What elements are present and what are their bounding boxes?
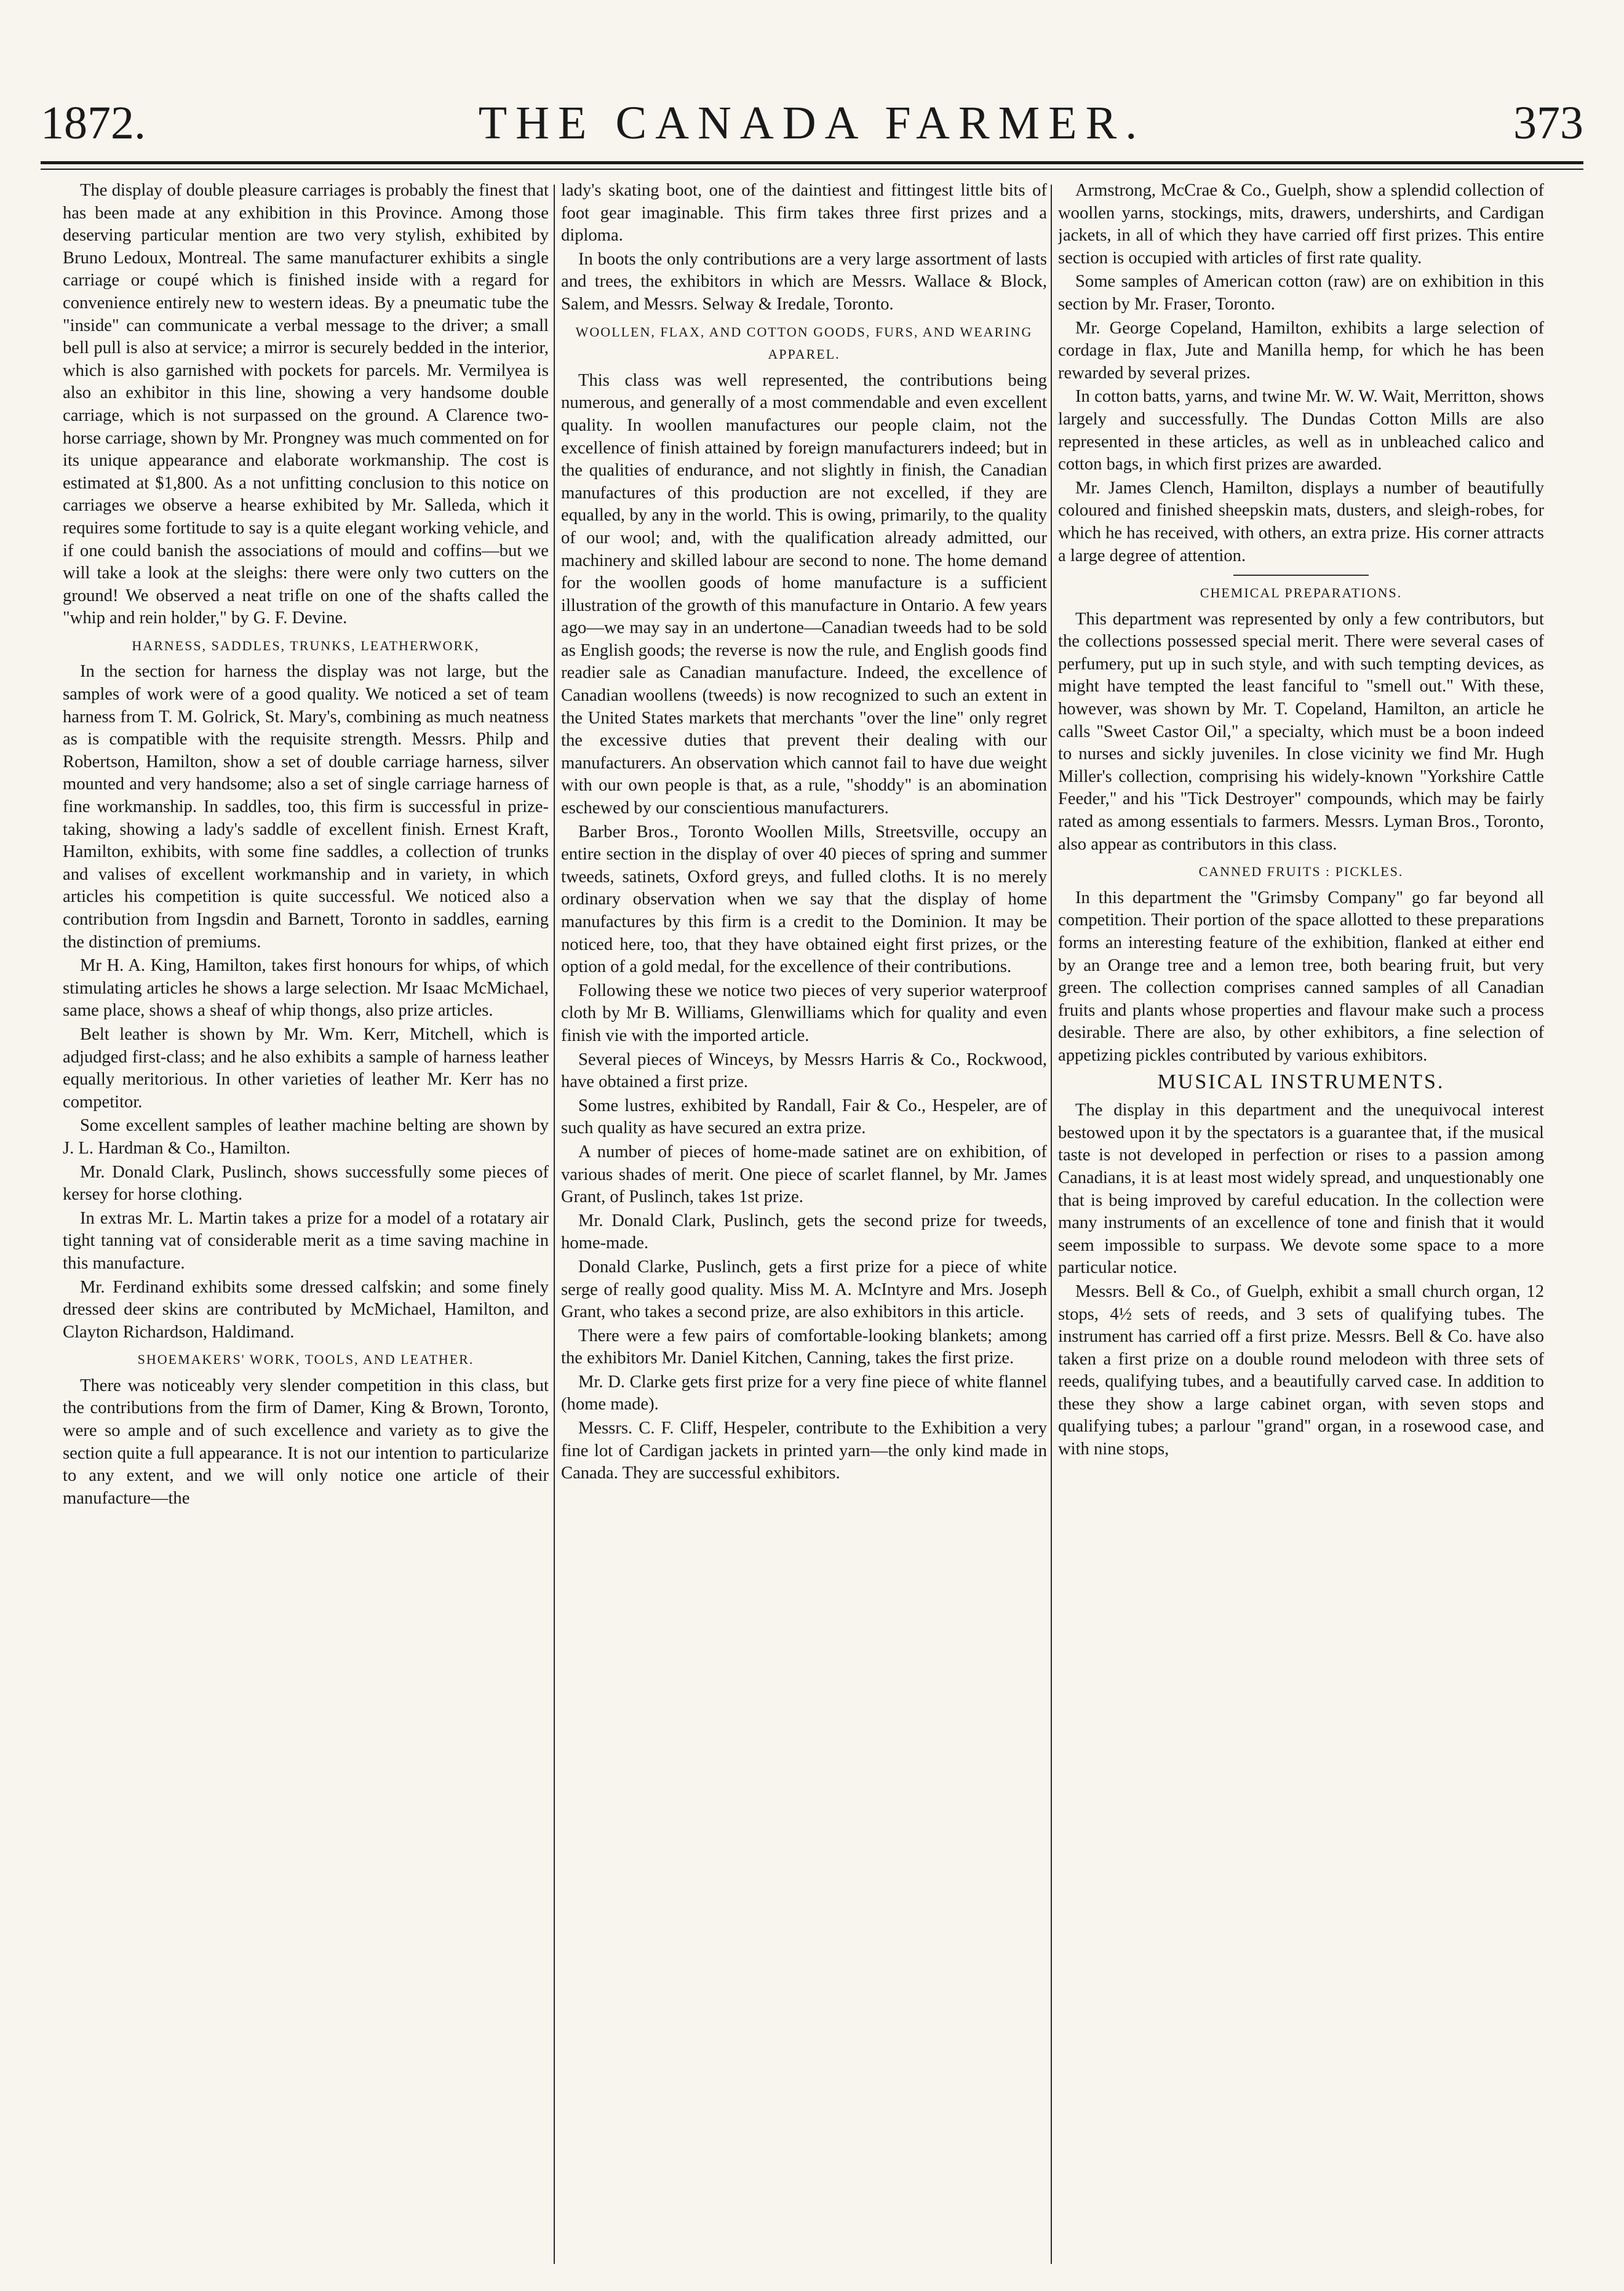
subheading: HARNESS, SADDLES, TRUNKS, LEATHERWORK, xyxy=(132,637,480,653)
issue-year: 1872. xyxy=(41,97,146,149)
paragraph: Mr. James Clench, Hamilton, displays a number of beautifully coloured and finished sheepskin mats, dusters, and sleigh-robes, for which he has received, with others, an extra prize. His corner attracts a large degree of attention. xyxy=(1058,478,1544,565)
paragraph: Barber Bros., Toronto Woollen Mills, Streetsville, occupy an entire section in the display of over 40 pieces of spring and summer tweeds, satinets, Oxford greys, and fulled cloths. It is no merely ordinary observation when we say that the display of home manufactures by this firm is a credit to the Dominion. It may be noticed here, too, that they have obtained eight first prizes, or the option of a gold medal, for the excellence of their contributions. xyxy=(561,822,1047,977)
paragraph: In this department the "Grimsby Company" go far beyond all competition. Their portion of the space allotted to these preparations forms an interesting feature of the exhibition, flanked at either end by an Orange tree and a lemon tree, both bearing fruit, but very green. The collection comprises canned samples of all Canadian fruits and plants whose properties and flavour make such a process desirable. There are also, by other exhibitors, a fine selection of appetizing pickles contributed by various exhibitors. xyxy=(1058,888,1544,1065)
paragraph: Mr. Donald Clark, Puslinch, gets the second prize for tweeds, home-made. xyxy=(561,1211,1047,1253)
paragraph: The display of double pleasure carriages is probably the finest that has been made at any exhibition in this Province. Among those deserving particular mention are two very stylish, exhibited by Bruno Ledoux, Montreal. The same manufacturer exhibits a single carriage or coupé which is finished inside with a regard for convenience entirely new to western ideas. By a pneumatic tube the "inside" can communicate a verbal message to the driver; a small bell pull is also at service; a mirror is securely bedded in the interior, which is also garnished with pockets for parcels. Mr. Vermilyea is also an exhibitor in this line, showing a very handsome double carriage, which is not surpassed on the ground. A Clarence two-horse carriage, shown by Mr. Prongney was much commented on for its unique appearance and elaborate workmanship. The cost is estimated at $1,800. As a not unfitting conclusion to this notice on carriages we observe a hearse exhibited by Mr. Salleda, which it requires some fortitude to say is a quite elegant working vehicle, and if one could banish the associations of mould and coffins—but we will take a look at the sleighs: there were only two cutters on the ground! We observed a neat trifle on one of the shafts called the "whip and rein holder," by G. F. Devine. xyxy=(63,181,549,628)
paragraph: Mr. Donald Clark, Puslinch, shows successfully some pieces of kersey for horse clothing. xyxy=(63,1162,549,1205)
paragraph: lady's skating boot, one of the daintiest and fittingest little bits of foot gear imaginable. This firm takes three first prizes and a diploma. xyxy=(561,181,1047,245)
header-rule-thick xyxy=(41,161,1583,164)
section-title: MUSICAL INSTRUMENTS. xyxy=(1157,1070,1445,1093)
paragraph: Messrs. Bell & Co., of Guelph, exhibit a small church organ, 12 stops, 4½ sets of reeds, and 3 sets of qualifying tubes. The instrument has carried off a first prize. Messrs. Bell & Co. have also taken a first prize on a double round melodeon with three sets of reeds, qualifying tubes, and a beautifully carved case. In addition to these they show a large cabinet organ, with seven stops and qualifying tubes; a parlour "grand" organ, in a rosewood case, and with nine stops, xyxy=(1058,1281,1544,1459)
subheading: WOOLLEN, FLAX, AND COTTON GOODS, FURS, AND WEARING APPAREL. xyxy=(575,324,1033,362)
subheading: CANNED FRUITS : PICKLES. xyxy=(1198,864,1404,880)
column-separator xyxy=(554,185,555,2264)
paragraph: This department was represented by only a few contributors, but the collections possessed special merit. There were several cases of perfumery, put up in such style, and with such tempting devices, as might have tempted the least fanciful to "smell out." With these, however, was shown by Mr. T. Copeland, Hamilton, an article he calls "Sweet Castor Oil," a specialty, which must be a boon indeed to nurses and sickly juveniles. In close vicinity we find Mr. Hugh Miller's collection, comprising his widely-known "Yorkshire Cattle Feeder," and his "Tick Destroyer" compounds, which may be fairly rated as among essentials to farmers. Messrs. Lyman Bros., Toronto, also appear as contributors in this class. xyxy=(1058,609,1544,854)
paragraph: Mr H. A. King, Hamilton, takes first honours for whips, of which stimulating articles he shows a large selection. Mr Isaac McMichael, same place, shows a sheaf of whip thongs, also prize articles. xyxy=(63,956,549,1021)
column-2 xyxy=(561,180,1047,2271)
column-separator xyxy=(1051,185,1052,2264)
paragraph: Some lustres, exhibited by Randall, Fair & Co., Hespeler, are of such quality as have secured an extra prize. xyxy=(561,1096,1047,1138)
subheading: SHOEMAKERS' WORK, TOOLS, AND LEATHER. xyxy=(137,1352,474,1368)
paragraph: Belt leather is shown by Mr. Wm. Kerr, Mitchell, which is adjudged first-class; and he also exhibits a sample of harness leather equally meritorious. In other varieties of leather Mr. Kerr has no competitor. xyxy=(63,1024,549,1112)
paragraph: In cotton batts, yarns, and twine Mr. W. W. Wait, Merritton, shows largely and successfully. The Dundas Cotton Mills are also represented in these articles, as well as in unbleached calico and cotton bags, in which first prizes are awarded. xyxy=(1058,387,1544,474)
paragraph: In extras Mr. L. Martin takes a prize for a model of a rotatary air tight tanning vat of considerable merit as a time saving machine in this manufacture. xyxy=(63,1208,549,1273)
paragraph: There was noticeably very slender competition in this class, but the contributions from the firm of Damer, King & Brown, Toronto, were so ample and of such excellence and variety as to give the section quite a full appearance. It is not our intention to particularize to any extent, and we will only notice one article of their manufacture—the xyxy=(63,1376,549,1508)
paragraph: Armstrong, McCrae & Co., Guelph, show a splendid collection of woollen yarns, stockings, mits, drawers, undershirts, and Cardigan jackets, in all of which they have carried off first prizes. This entire section is occupied with articles of first rate quality. xyxy=(1058,181,1544,268)
paragraph: Following these we notice two pieces of very superior waterproof cloth by Mr B. Williams, Glenwilliams which for quality and even finish vie with the imported article. xyxy=(561,981,1047,1045)
subheading: CHEMICAL PREPARATIONS. xyxy=(1200,585,1403,601)
paragraph: This class was well represented, the contributions being numerous, and generally of a most commendable and even excellent quality. In woollen manufactures our people claim, not the excellence of finish attained by foreign manufacturers indeed; but in the qualities of endurance, and not slightly in finish, the Canadian manufactures of this production are not excelled, if they are equalled, by any in the world. This is owing, primarily, to the quality of our wool; and, with the qualification already admitted, our machinery and skilled labour are second to none. The home demand for the woollen goods of home manufacture is a sufficient illustration of the growth of this manufacture in Ontario. A few years ago—we may say in an undertone—Canadian tweeds had to be sold as English goods; the reverse is now the rule, and English goods find readier sale as Canadian manufacture. Indeed, the excellence of Canadian woollens (tweeds) is now recognized to such an extent in the United States markets that merchants "over the line" only regret the excessive duties that prevent their dealing with our manufacturers. An observation which cannot fail to have due weight with our own people is that, as a rule, "shoddy" is an abomination eschewed by our conscientious manufacturers. xyxy=(561,370,1047,818)
paragraph: Some samples of American cotton (raw) are on exhibition in this section by Mr. Fraser, Toronto. xyxy=(1058,272,1544,314)
paragraph: Mr. George Copeland, Hamilton, exhibits a large selection of cordage in flax, Jute and Manilla hemp, for which he has been rewarded by several prizes. xyxy=(1058,318,1544,383)
page-number: 373 xyxy=(1513,97,1583,149)
masthead xyxy=(41,92,1583,166)
paragraph: The display in this department and the unequivocal interest bestowed upon it by the spectators is a guarantee that, if the musical taste is not developed in perfection or rises to a passion among Canadians, it is at least most widely spread, and unquestionably one that is being improved by careful education. In the collection were many instruments of an excellence of tone and finish that it would seem impossible to surpass. We devote some space to a more particular notice. xyxy=(1058,1101,1544,1278)
paragraph: Mr. Ferdinand exhibits some dressed calfskin; and some finely dressed deer skins are contributed by McMichael, Hamilton, and Clayton Richardson, Haldimand. xyxy=(63,1277,549,1342)
paragraph: In the section for harness the display was not large, but the samples of work were of a good quality. We noticed a set of team harness from T. M. Golrick, St. Mary's, combining as much neatness as is compatible with the requisite strength. Messrs. Philp and Robertson, Hamilton, show a set of double carriage harness, silver mounted and very handsome; also a set of single carriage harness of fine workmanship. In saddles, too, this firm is successful in prize-taking, showing a lady's saddle of excellent finish. Ernest Kraft, Hamilton, exhibits, with some fine saddles, a collection of trunks and valises of excellent workmanship and in variety, in which articles his competition is quite successful. We noticed also a contribution from Ingsdin and Barnett, Toronto in saddles, earning the distinction of premiums. xyxy=(63,662,549,952)
paragraph: Messrs. C. F. Cliff, Hespeler, contribute to the Exhibition a very fine lot of Cardigan jackets in printed yarn—the only kind made in Canada. They are successful exhibitors. xyxy=(561,1419,1047,1483)
section-rule xyxy=(1233,575,1369,576)
newspaper-title: THE CANADA FARMER. xyxy=(478,97,1146,149)
paragraph: Mr. D. Clarke gets first prize for a very fine piece of white flannel (home made). xyxy=(561,1372,1047,1414)
paragraph: Several pieces of Winceys, by Messrs Harris & Co., Rockwood, have obtained a first prize. xyxy=(561,1050,1047,1092)
column-1 xyxy=(63,180,549,2271)
header-rule-thin xyxy=(41,169,1583,170)
paragraph: A number of pieces of home-made satinet are on exhibition, of various shades of merit. One piece of scarlet flannel, by Mr. James Grant, of Puslinch, takes 1st prize. xyxy=(561,1142,1047,1207)
paragraph: Some excellent samples of leather machine belting are shown by J. L. Hardman & Co., Hamilton. xyxy=(63,1116,549,1158)
paragraph: There were a few pairs of comfortable-looking blankets; among the exhibitors Mr. Daniel Kitchen, Canning, takes the first prize. xyxy=(561,1326,1047,1368)
paragraph: Donald Clarke, Puslinch, gets a first prize for a piece of white serge of really good quality. Miss M. A. McIntyre and Mrs. Joseph Grant, who takes a second prize, are also exhibitors in this article. xyxy=(561,1257,1047,1322)
column-3 xyxy=(1058,180,1544,2271)
paragraph: In boots the only contributions are a very large assortment of lasts and trees, the exhibitors in which are Messrs. Wallace & Block, Salem, and Messrs. Selway & Iredale, Toronto. xyxy=(561,249,1047,314)
